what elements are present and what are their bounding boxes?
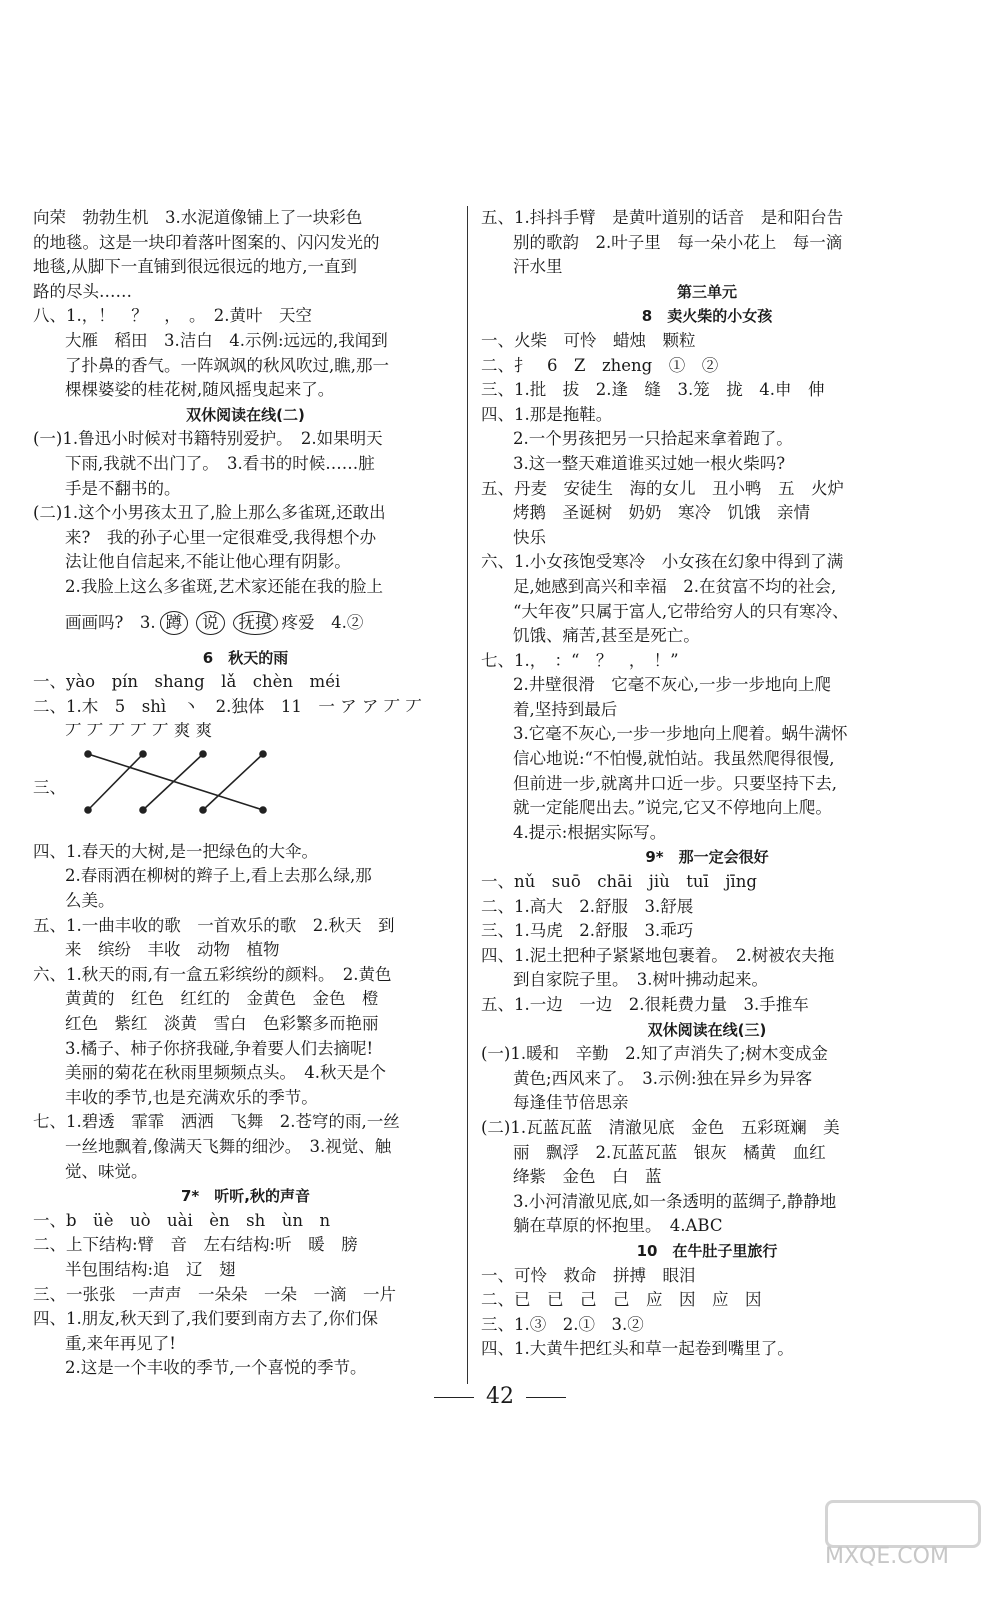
lesson-title: 9* 那一定会很好 xyxy=(645,848,769,867)
text-line: 2.我脸上这么多雀斑,艺术家还能在我的脸上 xyxy=(65,576,383,596)
text-line: 来? 我的孙子心里一定很难受,我得想个办 xyxy=(65,527,377,547)
text-line: 美丽的菊花在秋雨里频频点头。 4.秋天是个 xyxy=(65,1063,386,1083)
circled-words-line xyxy=(33,600,458,646)
text-line: 六、1.秋天的雨,有一盒五彩缤纷的颜料。 2.黄色 xyxy=(33,964,392,984)
text-line: 一、nǔ suō chāi jiù tuī jīng xyxy=(481,872,757,892)
text-line: 三、一张张 一声声 一朵朵 一朵 一滴 一片 xyxy=(33,1284,396,1304)
text-line: 法让他自信起来,不能让他心理有阴影。 xyxy=(65,552,351,572)
match-line xyxy=(88,754,263,810)
text-line: 重,来年再见了! xyxy=(65,1333,176,1353)
text-line: 二、1.木 5 shì 丶 2.独体 11 一 ア ア 丆 丆 xyxy=(33,696,422,716)
text-line: 绛紫 金色 白 蓝 xyxy=(513,1167,662,1187)
text-line: 别的歌韵 2.叶子里 每一朵小花上 每一滴 xyxy=(513,232,843,252)
text-line: 三、1.③ 2.① 3.② xyxy=(481,1314,644,1334)
circled-word: 抚摸 xyxy=(233,611,278,635)
match-dot xyxy=(85,751,91,757)
text-line: 3.小河清澈见底,如一条透明的蓝绸子,静静地 xyxy=(513,1191,837,1211)
text-line: 五、1.一曲丰收的歌 一首欢乐的歌 2.秋天 到 xyxy=(33,915,395,935)
text-line: 到自家院子里。 3.树叶拂动起来。 xyxy=(513,970,768,990)
match-dot xyxy=(85,807,91,813)
lesson-title: 8 卖火柴的小女孩 xyxy=(641,307,773,326)
watermark-emblem xyxy=(825,1500,981,1548)
text-line: 一、yào pín shang lǎ chèn méi xyxy=(33,672,341,692)
text-line: 路的尽头…… xyxy=(33,281,132,301)
match-dot xyxy=(200,807,206,813)
right-column xyxy=(481,206,933,1362)
text-line: 五、1.抖抖手臂 是黄叶道别的话音 是和阳台告 xyxy=(481,208,844,227)
matching-lines-figure xyxy=(33,744,333,840)
watermark-logo xyxy=(805,1500,985,1592)
match-line xyxy=(203,754,263,810)
text-line: 3.它毫不灰心,一步一步地向上爬着。蜗牛满怀 xyxy=(513,724,848,744)
text-line: 二、1.高大 2.舒服 3.舒展 xyxy=(481,896,694,916)
text-line: 四、1.大黄牛把红头和草一起卷到嘴里了。 xyxy=(481,1339,794,1359)
lesson-title: 10 在牛肚子里旅行 xyxy=(636,1241,778,1260)
text-line: 就一定能爬出去。”说完,它又不停地向上爬。 xyxy=(513,798,832,818)
question-label: 三、 xyxy=(33,777,66,797)
match-dot xyxy=(260,751,266,757)
text-line: “大年夜”只属于富人,它带给穷人的只有寒冷、 xyxy=(513,601,849,621)
text-fragment: 画画吗? 3. xyxy=(65,612,156,632)
text-line: 手是不翻书的。 xyxy=(65,478,181,498)
text-line: 棵棵婆娑的桂花树,随风摇曳起来了。 xyxy=(65,380,335,400)
text-line: 么美。 xyxy=(65,891,115,911)
text-line: 向荣 勃勃生机 3.水泥道像铺上了一块彩色 xyxy=(33,208,363,227)
lesson-title: 6 秋天的雨 xyxy=(202,648,289,667)
text-line: 一、火柴 可怜 蜡烛 颗粒 xyxy=(481,330,696,350)
text-line: 烤鹅 圣诞树 奶奶 寒冷 饥饿 亲情 xyxy=(513,503,810,523)
section-heading: 双休阅读在线(二) xyxy=(186,405,305,424)
circled-word: 说 xyxy=(196,611,225,635)
page-number-value: 42 xyxy=(486,1384,514,1409)
text-line: 汗水里 xyxy=(513,257,563,277)
match-dot xyxy=(140,807,146,813)
matching-lines-answer xyxy=(33,744,458,840)
text-line: 信心地说:“不怕慢,就怕站。我虽然爬得很慢, xyxy=(513,749,835,769)
text-line: 3.橘子、柿子你挤我碰,争着要人们去摘呢! xyxy=(65,1038,374,1058)
text-line: 七、1.碧透 霏霏 洒洒 飞舞 2.苍穹的雨,一丝 xyxy=(33,1112,400,1132)
text-line: 六、1.小女孩饱受寒冷 小女孩在幻象中得到了满 xyxy=(481,552,844,572)
text-line: 大雁 稻田 3.洁白 4.示例:远远的,我闻到 xyxy=(65,330,388,350)
text-line: 2.春雨洒在柳树的辫子上,看上去那么绿,那 xyxy=(65,866,372,886)
text-line: 但前进一步,就离井口近一步。只要坚持下去, xyxy=(513,773,837,793)
text-line: 二、已 已 己 己 应 因 应 因 xyxy=(481,1290,762,1310)
text-line: 一丝地飘着,像满天飞舞的细沙。 3.视觉、触 xyxy=(65,1137,392,1156)
text-line: 着,坚持到最后 xyxy=(513,699,618,719)
text-line: 五、丹麦 安徒生 海的女儿 丑小鸭 五 火炉 xyxy=(481,478,844,498)
text-line: 2.这是一个丰收的季节,一个喜悦的季节。 xyxy=(65,1358,367,1378)
match-dot xyxy=(200,751,206,757)
text-line: 七、1.， ：“ ？ ， ！” xyxy=(481,650,679,670)
unit-heading: 第三单元 xyxy=(676,282,737,301)
text-line: 足,她感到高兴和幸福 2.在贫富不均的社会, xyxy=(513,576,837,596)
circled-word: 蹲 xyxy=(160,611,189,635)
section-heading: 双休阅读在线(三) xyxy=(647,1020,767,1039)
text-line: (二)1.瓦蓝瓦蓝 清澈见底 金色 五彩斑斓 美 xyxy=(481,1117,840,1137)
text-line: 一、b üè uò uài èn sh ùn n xyxy=(33,1210,331,1230)
text-line: 黄黄的 红色 红红的 金黄色 金色 橙 xyxy=(65,989,379,1009)
page-number-dash xyxy=(526,1397,566,1398)
text-line: 四、1.春天的大树,是一把绿色的大伞。 xyxy=(33,841,318,861)
text-line: 三、1.批 拔 2.逢 缝 3.笼 拢 4.申 伸 xyxy=(481,380,825,400)
text-line: 的地毯。这是一块印着落叶图案的、闪闪发光的 xyxy=(33,232,380,252)
text-line: 饥饿、痛苦,甚至是死亡。 xyxy=(513,626,700,646)
text-line: 3.这一整天难道谁买过她一根火柴吗? xyxy=(513,453,786,473)
text-line: 八、1.，！ ？ ， 。 2.黄叶 天空 xyxy=(33,306,312,326)
text-line: 二、上下结构:臂 音 左右结构:听 暖 膀 xyxy=(33,1235,358,1255)
match-dot xyxy=(140,751,146,757)
text-line: 丆 丆 丆 丆 丆 爽 爽 xyxy=(65,721,212,741)
text-line: 快乐 xyxy=(513,527,546,547)
match-line xyxy=(143,754,203,810)
text-line: 四、1.朋友,秋天到了,我们要到南方去了,你们保 xyxy=(33,1309,378,1329)
text-line: 2.井壁很滑 它毫不灰心,一步一步地向上爬 xyxy=(513,675,831,695)
text-line: 了扑鼻的香气。一阵飒飒的秋风吹过,瞧,那一 xyxy=(65,355,389,375)
text-line: 地毯,从脚下一直铺到很远很远的地方,一直到 xyxy=(33,257,357,277)
text-line: (一)1.鲁迅小时候对书籍特别爱护。 2.如果明天 xyxy=(33,429,383,449)
text-line: 2.一个男孩把另一只拾起来拿着跑了。 xyxy=(513,429,793,449)
left-column xyxy=(33,206,458,1381)
match-dot xyxy=(260,807,266,813)
page-number-dash xyxy=(434,1397,474,1398)
text-line: 四、1.那是拖鞋。 xyxy=(481,404,613,424)
text-line: (一)1.暖和 辛勤 2.知了声消失了;树木变成金 xyxy=(481,1044,828,1064)
text-line: 觉、味觉。 xyxy=(65,1161,148,1181)
text-fragment: 疼爱 4.② xyxy=(281,612,364,632)
text-line: 每逢佳节倍思亲 xyxy=(513,1093,629,1113)
lesson-title: 7* 听听,秋的声音 xyxy=(181,1187,310,1206)
text-line: 来 缤纷 丰收 动物 植物 xyxy=(65,940,280,960)
text-line: 4.提示:根据实际写。 xyxy=(513,822,667,842)
text-line: 红色 紫红 淡黄 雪白 色彩繁多而艳丽 xyxy=(65,1014,379,1034)
column-divider xyxy=(467,206,468,1384)
watermark-text: MXQE.COM xyxy=(825,1544,949,1569)
text-line: 三、1.马虎 2.舒服 3.乖巧 xyxy=(481,921,694,941)
text-line: 丰收的季节,也是充满欢乐的季节。 xyxy=(65,1087,318,1107)
text-line: 躺在草原的怀抱里。 4.ABC xyxy=(513,1216,723,1236)
text-line: 五、1.一边 一边 2.很耗费力量 3.手推车 xyxy=(481,995,809,1014)
text-line: (二)1.这个小男孩太丑了,脸上那么多雀斑,还敢出 xyxy=(33,503,386,523)
text-line: 丽 飘浮 2.瓦蓝瓦蓝 银灰 橘黄 血红 xyxy=(513,1142,826,1162)
text-line: 四、1.泥土把种子紧紧地包裹着。 2.树被农夫拖 xyxy=(481,945,835,965)
page-number xyxy=(0,1384,1000,1409)
text-line: 二、扌 6 Z zheng ① ② xyxy=(481,355,719,375)
text-line: 半包围结构:追 辽 翅 xyxy=(65,1259,236,1279)
text-line: 一、可怜 救命 拼搏 眼泪 xyxy=(481,1265,696,1285)
text-line: 黄色;西风来了。 3.示例:独在异乡为异客 xyxy=(513,1068,813,1088)
text-line: 下雨,我就不出门了。 3.看书的时候……脏 xyxy=(65,453,375,473)
